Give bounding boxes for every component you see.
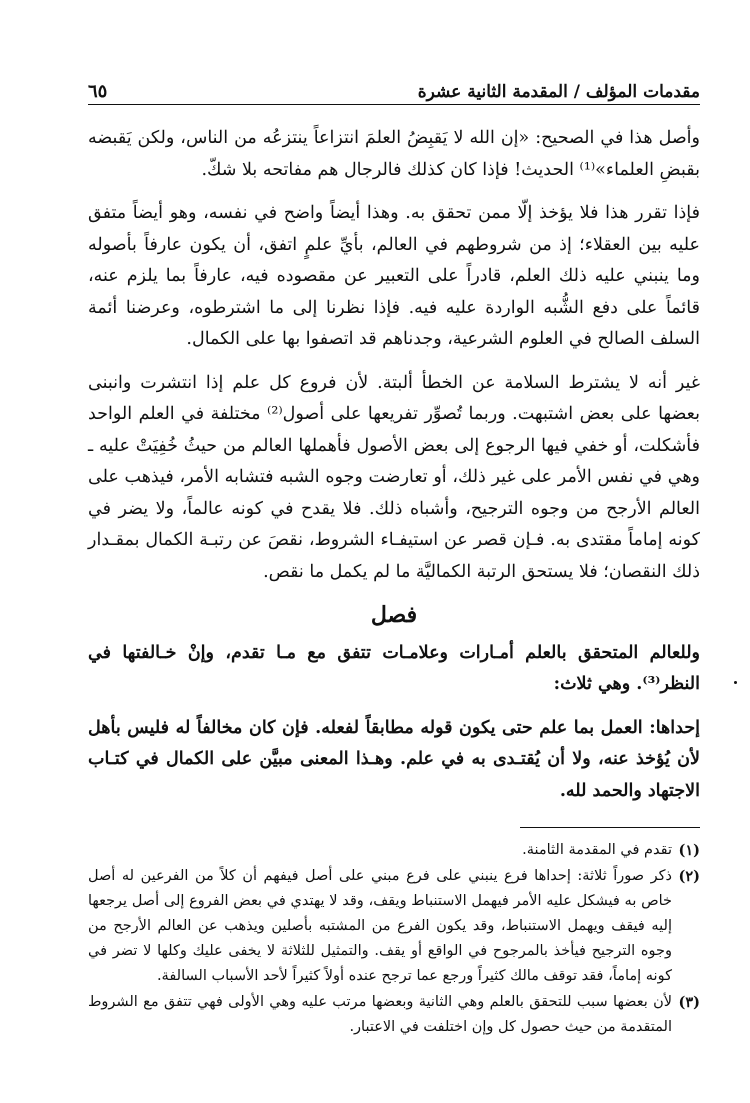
page-number: ٦٥ xyxy=(88,81,108,102)
first-sign-text: العمل بما علم حتى يكون قوله مطابقاً لفعله. فإن كان مخالفاً له فليس بأهل لأن يُؤخذ عنه، ولا أن يُقتـدى به في علم. وهـذا المعنى مبيَّن على الكمال في كتـاب الاجتهاد والحمد لله. xyxy=(88,717,700,801)
first-sign-paragraph xyxy=(88,713,700,808)
footnote-2 xyxy=(88,864,700,989)
margin-dot xyxy=(734,681,737,684)
running-header xyxy=(88,72,700,105)
paragraph-2: فإذا تقرر هذا فلا يؤخذ إلّا ممن تحقق به. وهذا أيضاً واضح في نفسه، وهو أيضاً متفق عليه بين العقلاء؛ إذ من شروطهم في العالم، بأيِّ علمٍ اتفق، أن يكون عارفاً بأصوله وما ينبني عليه ذلك العلم، قادراً على التعبير عن مقصوده فيه، عارفاً بما يلزم عنه، قائماً على دفع الشُّبه الواردة عليه فيه. فإذا نظرنا إلى ما اشترطوه، وعرضنا أئمة السلف الصالح في العلوم الشرعية، وجدناهم قد اتصفوا بها على الكمال. xyxy=(88,203,700,349)
section-heading: فصل xyxy=(370,602,418,628)
running-title: مقدمات المؤلف / المقدمة الثانية عشرة xyxy=(417,82,700,102)
footnote-text: ذكر صوراً ثلاثة: إحداها فرع ينبني على فرع مبني على أصل فيفهم أن كلاً من الفرعين له أصل خاص به فيشكل عليه الأمر فيهمل الاستنباط ويقف، وقد لا يهتدي في بعض الفروع إلى أصل يرجعها إليه فيقف ويهمل الاستنباط، وقد يكون الفرع من المشتبه بأصلين ويذهب عن العالم الأرجح من وجوه الترجيح فيأخذ بالمرجوح في الواقع أو يقف. والتمثيل للثلاثة لا يخفى عليك وكلها لا تضر في كونه إماماً، فقد توقف مالك كثيراً ورجع عما ترجح عنده أولاً كثيراً لأحد الأسباب السالفة. xyxy=(88,868,672,984)
footnote-separator xyxy=(520,827,700,828)
main-text xyxy=(88,123,700,807)
paragraph-1: وأصل هذا في الصحيح: «إن الله لا يَقبِضُ العلمَ انتزاعاً ينتزعُه من الناس، ولكن يَقبضه بقبضِ العلماء»⁽¹⁾ الحديث! فإذا كان كذلك فالرجال هم مفاتحه بلا شكّ. xyxy=(88,128,700,180)
section-paragraph: وللعالم المتحقق بالعلم أمـارات وعلامـات تتفق مع مـا تقدم، وإنْ خـالفتها في النظر⁽³⁾. وهي ثلاث: xyxy=(88,642,700,694)
footnote-number: (٣) xyxy=(678,994,700,1011)
footnote-1 xyxy=(88,838,700,863)
footnote-number: (٢) xyxy=(678,868,700,885)
footnote-text: لأن بعضها سبب للتحقق بالعلم وهي الثانية وبعضها مرتب عليه وهي الأولى فهي تتفق مع الشروط المتقدمة من حيث حصول كل وإن اختلفت في الاعتبار. xyxy=(88,994,672,1035)
footnote-3 xyxy=(88,990,700,1040)
footnote-text: تقدم في المقدمة الثامنة. xyxy=(522,842,672,858)
first-sign-lead: إحداها: xyxy=(649,717,700,738)
paragraph-3: غير أنه لا يشترط السلامة عن الخطأ ألبتة. لأن فروع كل علم إذا انتشرت وانبنى بعضها على بعض اشتبهت. وربما تُصوِّر تفريعها على أصول⁽²⁾ مختلفة في العلم الواحد فأشكلت، أو خفي فيها الرجوع إلى بعض الأصول فأهملها العالم من حيثُ خُفِيَتْ عليه ـ وهي في نفس الأمر على غير ذلك، أو تعارضت وجوه الشبه فتشابه الأمر، فيذهب على العالم الأرجح من وجوه الترجيح، وأشباه ذلك. فلا يقدح في كونه عالماً، ولا يضر في كونه إماماً مقتدى به. فـإن قصر عن استيفـاء الشروط، نقصَ عن رتبـة الكمال بمقـدار ذلك النقصان؛ فلا يستحق الرتبة الكماليَّة ما لم يكمل ما نقص. xyxy=(88,372,700,582)
footnote-number: (١) xyxy=(678,842,700,859)
footnotes xyxy=(88,838,700,1040)
page xyxy=(88,72,700,1082)
